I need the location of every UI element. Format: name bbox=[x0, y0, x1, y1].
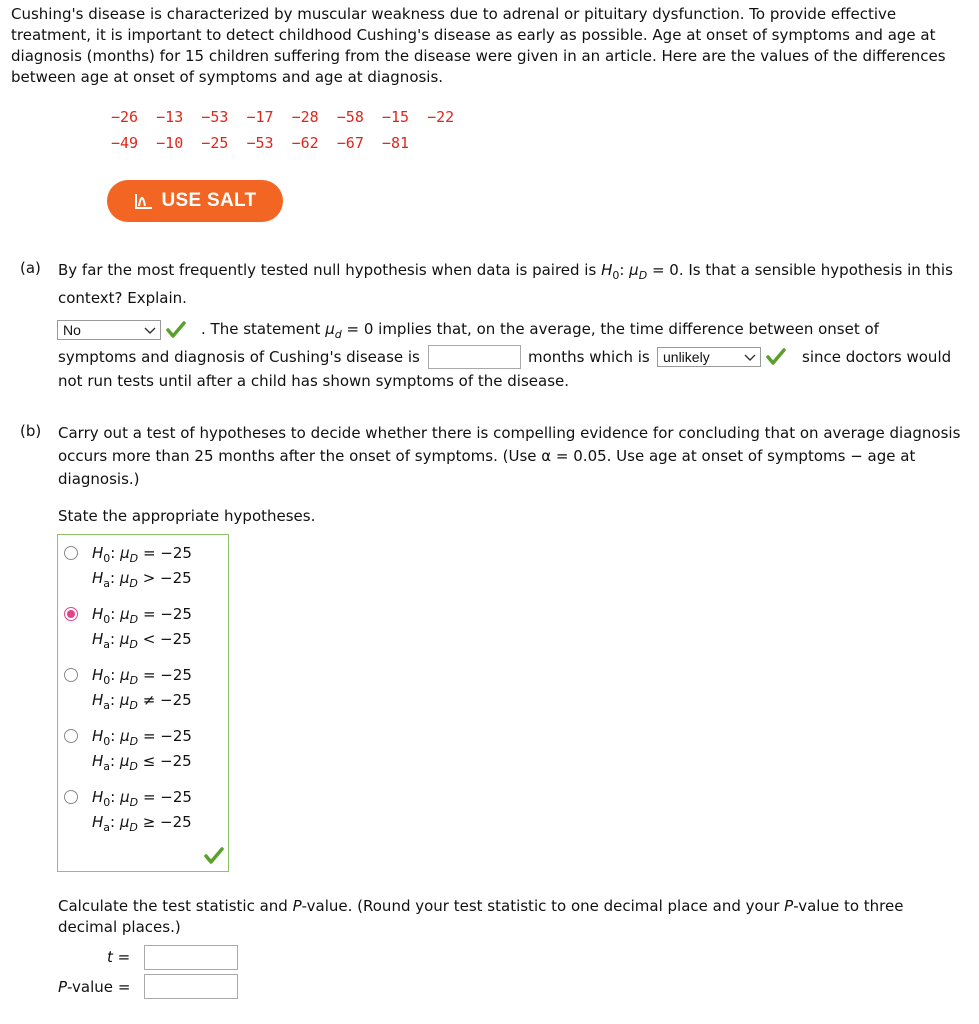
alternative-hypothesis: $H_a$: $\mu_D < -25$ bbox=[92, 630, 192, 651]
null-hypothesis: $H_0$: $\mu_D = -25$ bbox=[92, 666, 192, 687]
months-input[interactable] bbox=[428, 345, 521, 369]
likelihood-value: unlikely bbox=[663, 349, 710, 365]
radio-button[interactable] bbox=[64, 546, 78, 560]
part-b-question: Carry out a test of hypotheses to decide whether there is compelling evidence for concluding that on average diagnosis occurs more than 25 months after the onset of symptoms. (Use α = 0.05. Use age at onset of symptoms − age at diagnosis.) bbox=[58, 424, 961, 488]
data-values-row-1: −26 −13 −53 −17 −28 −58 −15 −22 bbox=[111, 108, 455, 126]
part-a-statement-line3: not run tests until after a child has shown symptoms of the disease. bbox=[58, 372, 570, 390]
alternative-hypothesis: $H_a$: $\mu_D > -25$ bbox=[92, 569, 192, 590]
part-a-question: By far the most frequently tested null hypothesis when data is paired is $H_0$: $\mu_D = 0$. Is that a sensible hypothesis in this context? Explain. bbox=[58, 261, 953, 307]
correct-check-icon bbox=[766, 348, 786, 370]
chevron-down-icon bbox=[144, 322, 156, 338]
part-a-statement-line2: symptoms and diagnosis of Cushing's disease is bbox=[58, 348, 420, 366]
state-hypotheses-prompt: State the appropriate hypotheses. bbox=[58, 507, 316, 525]
alternative-hypothesis: $H_a$: $\mu_D \ge -25$ bbox=[92, 813, 192, 834]
t-label: t = bbox=[107, 948, 131, 966]
radio-button[interactable] bbox=[64, 790, 78, 804]
p-value-label: P-value = bbox=[58, 978, 131, 996]
correct-check-icon bbox=[204, 847, 224, 869]
correct-check-icon bbox=[166, 321, 186, 343]
radio-button[interactable] bbox=[64, 668, 78, 682]
problem-intro: Cushing's disease is characterized by muscular weakness due to adrenal or pituitary dysfunction. To provide effective treatment, it is important to detect childhood Cushing's disease as early as possible. Age at onset of symptoms and age at diagnosis (months) for 15 children suffering from the disease were given in an article. Here are the values of the differences between age at onset of symptoms and age at diagnosis. bbox=[11, 5, 946, 86]
t-statistic-input[interactable] bbox=[144, 945, 238, 970]
use-salt-label: USE SALT bbox=[161, 190, 257, 211]
null-hypothesis: $H_0$: $\mu_D = -25$ bbox=[92, 727, 192, 748]
p-value-input[interactable] bbox=[144, 974, 238, 999]
data-values-row-2: −49 −10 −25 −53 −62 −67 −81 bbox=[111, 134, 410, 152]
part-a-statement-line1: . The statement $\mu_d = 0$ implies that, on the average, the time difference between onset of bbox=[201, 320, 879, 341]
radio-button[interactable] bbox=[64, 729, 78, 743]
alternative-hypothesis: $H_a$: $\mu_D \ne -25$ bbox=[92, 691, 192, 712]
alternative-hypothesis: $H_a$: $\mu_D \le -25$ bbox=[92, 752, 192, 773]
months-which-is-label: months which is bbox=[528, 348, 650, 366]
chevron-down-icon bbox=[744, 349, 756, 365]
radio-button-selected[interactable] bbox=[64, 607, 78, 621]
sensible-hypothesis-select[interactable] bbox=[57, 320, 161, 340]
null-hypothesis: $H_0$: $\mu_D = -25$ bbox=[92, 605, 192, 626]
hypotheses-radio-group bbox=[57, 534, 229, 872]
part-b-label: (b) bbox=[20, 422, 42, 440]
likelihood-select[interactable] bbox=[657, 347, 761, 367]
null-hypothesis: $H_0$: $\mu_D = -25$ bbox=[92, 544, 192, 565]
null-hypothesis: $H_0$: $\mu_D = -25$ bbox=[92, 788, 192, 809]
since-doctors-label: since doctors would bbox=[802, 348, 952, 366]
sensible-hypothesis-value: No bbox=[63, 322, 81, 338]
part-a-label: (a) bbox=[20, 259, 41, 277]
use-salt-button[interactable] bbox=[107, 180, 283, 222]
salt-chart-icon bbox=[134, 192, 154, 210]
calculate-prompt: Calculate the test statistic and P-value. (Round your test statistic to one decimal place and your P-value to three decimal places.) bbox=[58, 897, 904, 936]
